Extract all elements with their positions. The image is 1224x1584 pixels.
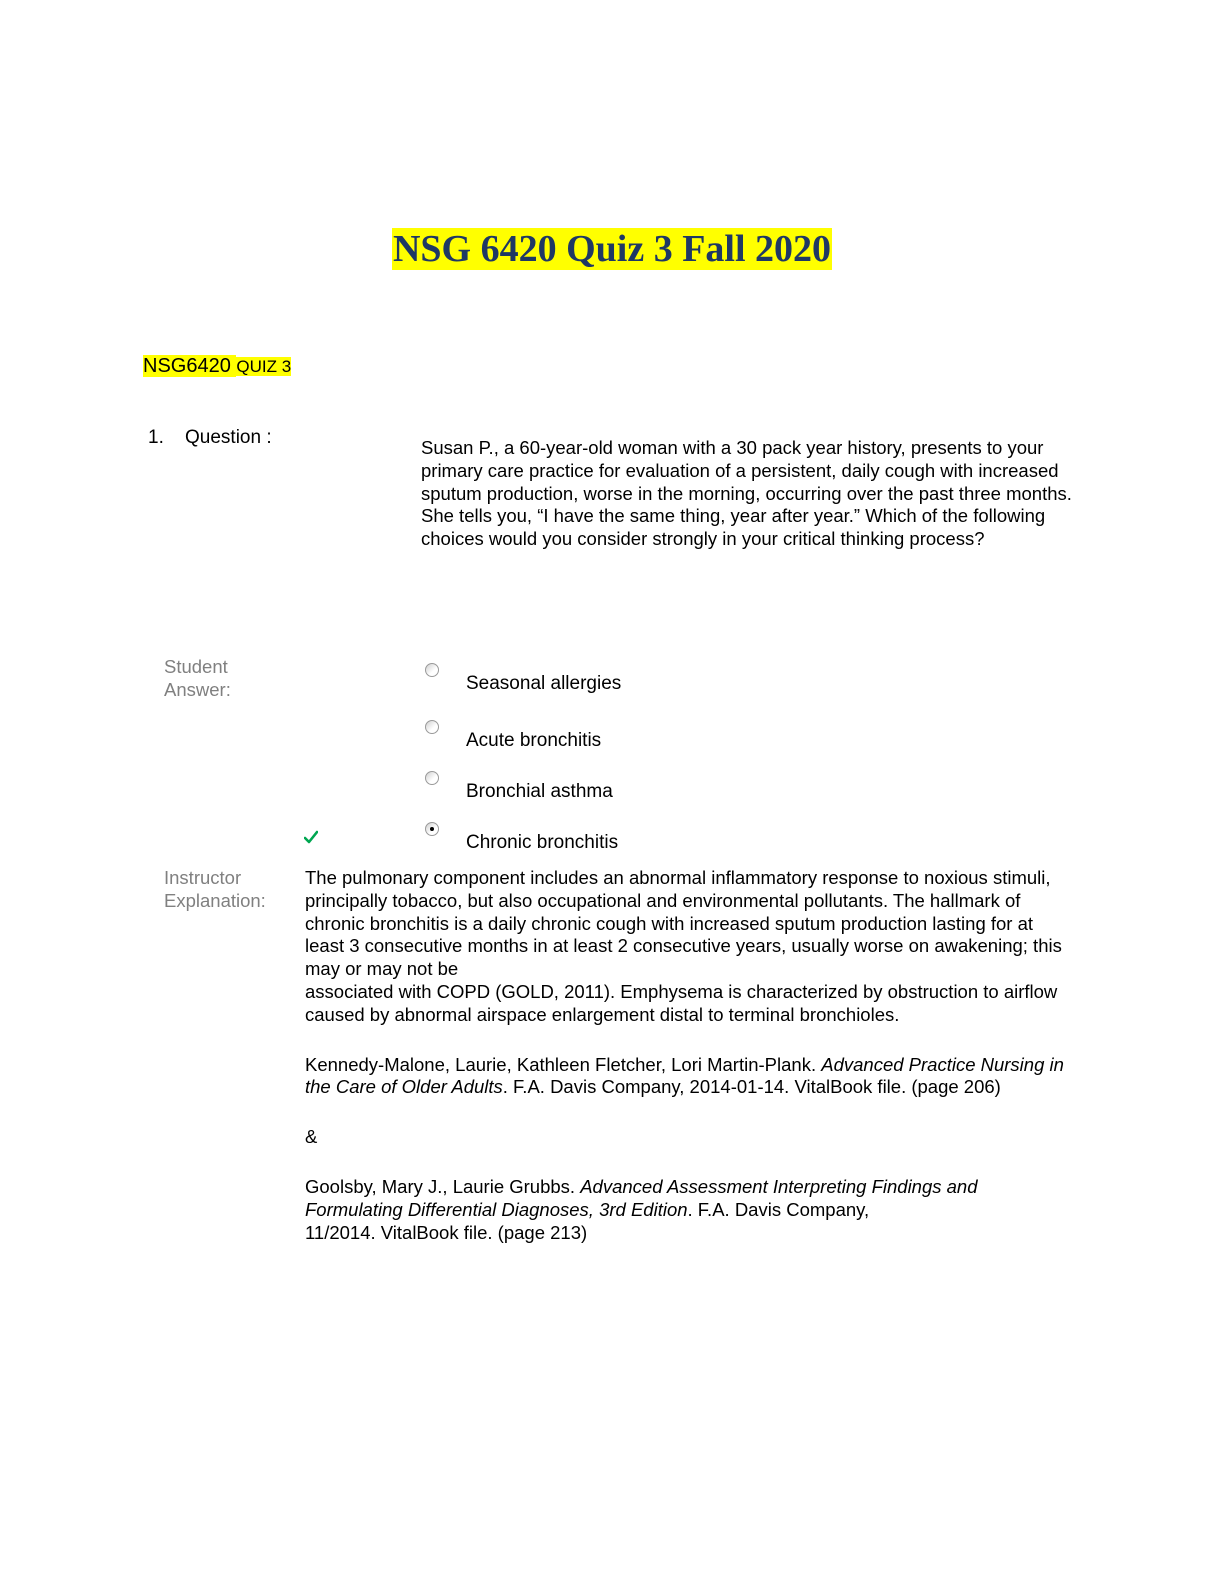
document-title-text: NSG 6420 Quiz 3 Fall 2020 [392,228,832,270]
reference-2: Goolsby, Mary J., Laurie Grubbs. Advanced Assessment Interpreting Findings and Formulating Differential Diagnoses, 3rd Edition. F.A. Davis Company, 11/2014. VitalBook file. (page 213) [305,1175,978,1243]
answer-option[interactable] [420,771,820,801]
quiz-number: QUIZ 3 [236,357,292,376]
radio-icon[interactable] [425,720,439,734]
answer-option[interactable] [420,720,820,750]
answer-option-label: Bronchial asthma [466,781,613,802]
question-number: 1. [148,427,164,448]
quiz-code: NSG6420 [143,355,231,377]
radio-selected-icon[interactable] [425,822,439,836]
answer-option[interactable] [420,663,820,693]
answer-option-label: Seasonal allergies [466,673,622,694]
question-text: Susan P., a 60-year-old woman with a 30 pack year history, presents to your primary care practice for evaluation of a persistent, daily cough with increased sputum production, worse in the morning, occurring over the past three months. She tells you, “I have the same thing, year after year.” Which of the following choices would you consider strongly in your critical thinking process? [421,437,1072,550]
reference-2-title: Advanced Assessment Interpreting Findings and Formulating Differential Diagnoses, 3rd Edition [305,1175,978,1220]
correct-check-icon [304,830,318,844]
reference-1-title: Advanced Practice Nursing in the Care of Older Adults [305,1053,1064,1098]
answer-option-label: Chronic bronchitis [466,832,619,853]
document-title [0,226,1224,272]
answer-option-selected[interactable] [420,822,820,852]
instructor-explanation [305,867,1075,1244]
radio-icon[interactable] [425,663,439,677]
explanation-paragraph: The pulmonary component includes an abnormal inflammatory response to noxious stimuli, principally tobacco, but also occupational and environmental pollutants. The hallmark of chronic bronchitis is a daily chronic cough with increased sputum production lasting for at least 3 consecutive months in at least 2 consecutive years, usually worse on awakening; this may or may not be associated with COPD (GOLD, 2011). Emphysema is characterized by obstruction to airflow caused by abnormal airspace enlargement distal to terminal bronchioles. [305,867,1062,1025]
question-label: Question : [185,427,272,448]
reference-1: Kennedy-Malone, Laurie, Kathleen Fletcher, Lori Martin-Plank. Advanced Practice Nursing in the Care of Older Adults. F.A. Davis Company, 2014-01-14. VitalBook file. (page 206) [305,1053,1064,1098]
answer-option-label: Acute bronchitis [466,730,602,751]
quiz-subtitle [143,354,291,379]
instructor-explanation-label: Instructor Explanation: [164,867,266,911]
student-answer-label: Student Answer: [164,656,231,700]
reference-separator: & [305,1126,318,1148]
radio-icon[interactable] [425,771,439,785]
